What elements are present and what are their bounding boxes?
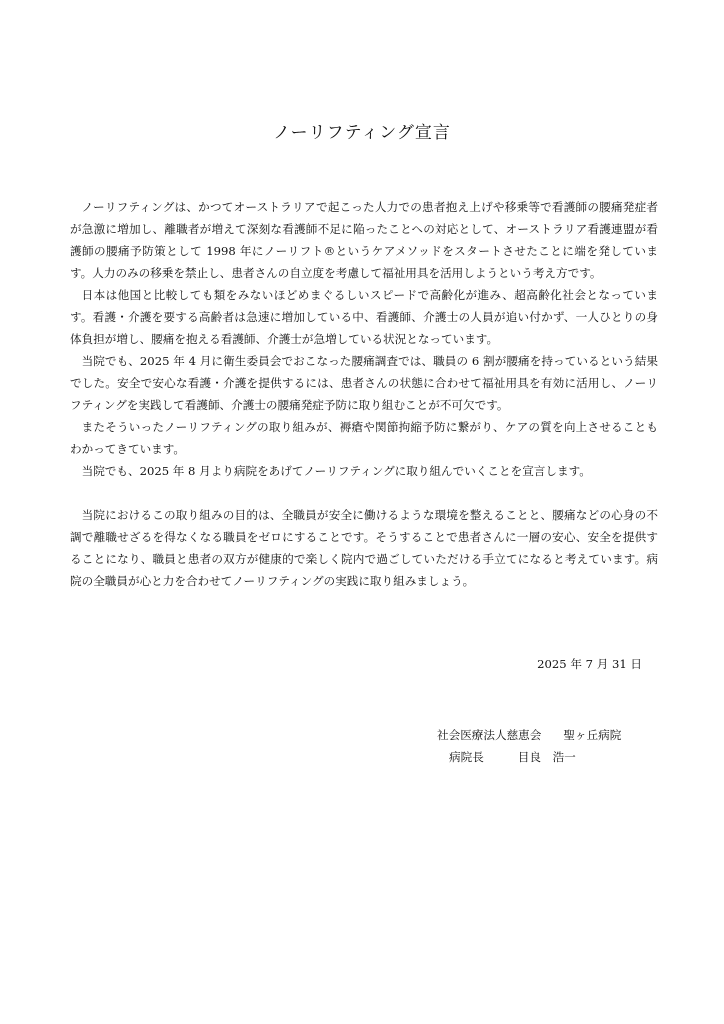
paragraph-origin: ノーリフティングは、かつてオーストラリアで起こった人力での患者抱え上げや移乗等で看護師の腰痛発症者が急激に増加し、離職者が増えて深刻な看護師不足に陥ったことへの対応として、オーストラリア看護連盟が看護師の腰痛予防策として 1998 年にノーリフト®というケアメソッドをスタートさせたことに端を発しています。人力のみの移乗を禁止し、患者さんの自立度を考慮して福祉用具を活用しようという考え方です。 xyxy=(70,200,658,280)
signature-hospital: 聖ヶ丘病院 xyxy=(563,728,622,742)
paragraph-declaration: 当院でも、2025 年 8 月より病院をあげてノーリフティングに取り組んでいくことを宣言します。 xyxy=(81,464,591,478)
paragraph-care-quality: またそういったノーリフティングの取り組みが、褥瘡や関節拘縮予防に繋がり、ケアの質を向上させることもわかってきています。 xyxy=(70,420,658,456)
signature-organization: 社会医療法人慈恵会 xyxy=(437,728,542,742)
signature-line-person xyxy=(437,746,621,768)
paragraph-purpose: 当院におけるこの取り組みの目的は、全職員が安全に働けるような環境を整えることと、腰痛などの心身の不調で離職せざるを得なくなる職員をゼロにすることです。そうすることで患者さんに一層の安心、安全を提供することになり、職員と患者の双方が健康的で楽しく院内で過ごしていただける手立てになると考えています。病院の全職員が心と力を合わせてノーリフティングの実践に取り組みましょう。 xyxy=(70,508,658,588)
signature-name: 目良 浩一 xyxy=(517,750,576,764)
signature-position: 病院長 xyxy=(449,750,484,764)
signature-block xyxy=(437,724,621,768)
document-date: 2025 年 7 月 31 日 xyxy=(537,657,642,671)
paragraph-hospital-survey: 当院でも、2025 年 4 月に衛生委員会でおこなった腰痛調査では、職員の 6 割が腰痛を持っているという結果でした。安全で安心な看護・介護を提供するには、患者さんの状態に合わせて福祉用具を有効に活用し、ノーリフティングを実践して看護師、介護士の腰痛発症予防に取り組むことが不可欠です。 xyxy=(70,354,658,412)
document-title: ノーリフティング宣言 xyxy=(273,123,451,143)
signature-line-organization xyxy=(437,724,621,746)
paragraph-japan-aging: 日本は他国と比較しても類をみないほどめまぐるしいスピードで高齢化が進み、超高齢化社会となっています。看護・介護を要する高齢者は急速に増加している中、看護師、介護士の人員が追い付かず、一人ひとりの身体負担が増し、腰痛を抱える看護師、介護士が急増している状況となっています。 xyxy=(70,288,658,346)
document-body xyxy=(70,196,658,592)
